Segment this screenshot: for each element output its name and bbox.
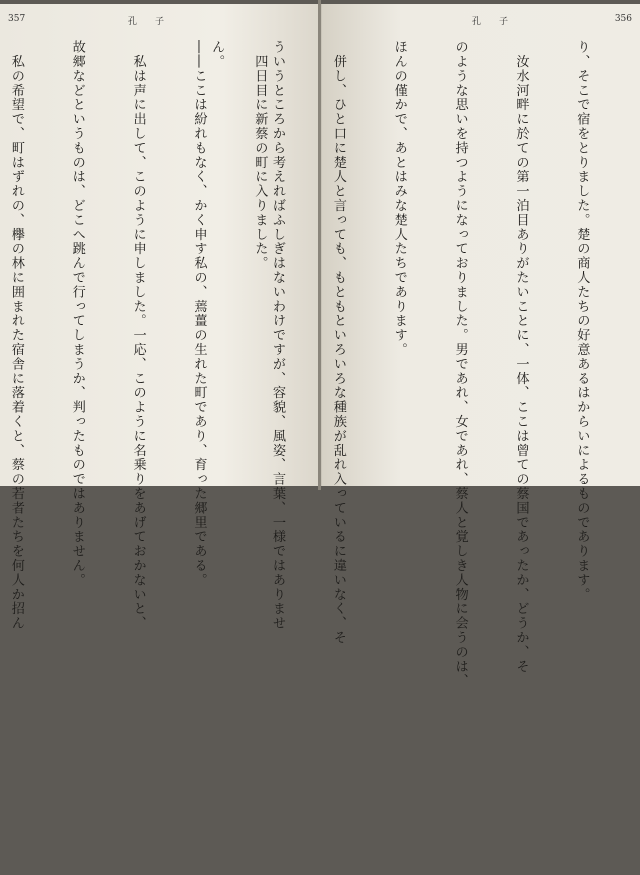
right-running-head: 孔 子 [472,17,509,27]
text-line: 私は声に出して、このように申しました。一応、このように名乗りをあげておかないと、 [130,40,146,631]
left-running-head: 孔 子 [128,17,165,27]
right-page-number: 356 [614,14,632,24]
text-line: 私の希望で、町はずれの、欅の林に囲まれた宿舎に落着くと、蔡の若者たちを何人か招ん [8,40,24,631]
text-line: 併し、ひと口に楚人と言っても、もともといろいろな種族が乱れ入っているに違いなく、そ [330,40,346,645]
text-line: ん。 [209,40,225,69]
left-page-number: 357 [8,14,26,24]
text-line: 汝水河畔に於ての第一泊目ありがたいことに、一体、ここは曾ての蔡国であったか、どうか、そ [513,40,529,674]
text-line: 四日目に新蔡の町に入りました。 [252,40,268,271]
text-line: のような思いを持つようになっておりました。男であれ、女であれ、蔡人と覚しき人物に会うのは、 [452,40,468,688]
text-line: ――ここは紛れもなく、かく申す私の、蔫薑の生れた町であり、育った郷里である。 [191,40,207,588]
text-line: ういうところから考えればふしぎはないわけですが、容貌、風姿、言葉、一様ではありませ [269,40,285,631]
text-line: 故郷などというものは、どこへ跳んで行ってしまうか、判ったものではありません。 [69,40,85,588]
text-line: り、そこで宿をとりました。楚の商人たちの好意あるはからいによるものであります。 [574,40,590,602]
text-line: ほんの僅かで、あとはみな楚人たちであります。 [391,40,407,357]
